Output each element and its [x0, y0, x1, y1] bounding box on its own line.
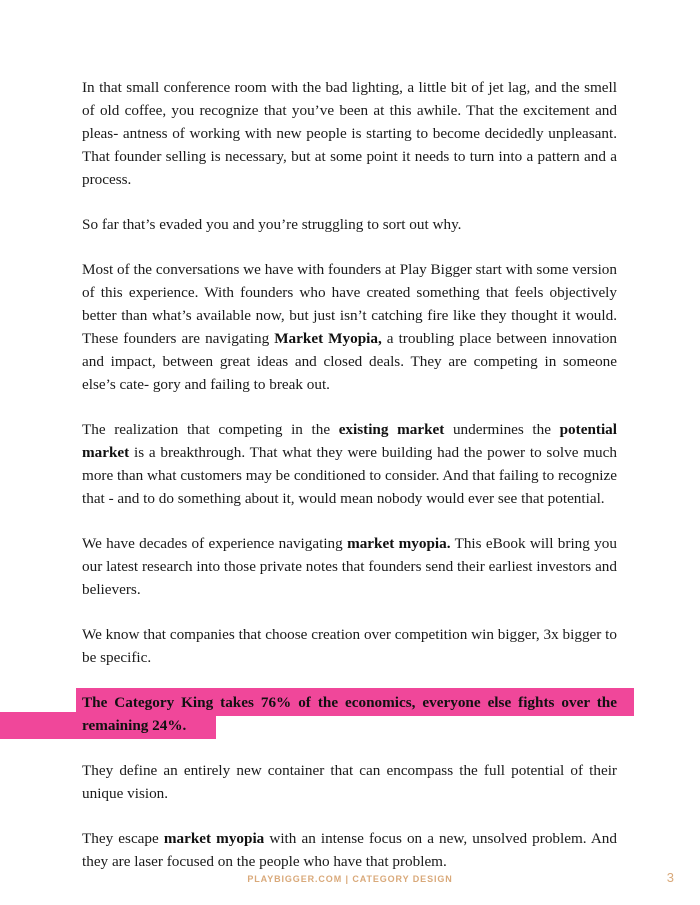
text-segment: is a breakthrough. That what they were building had the power to solve much more than what customers may be conditioned to consider. And that failing to recognize that - and to do something about it, would mean nobody would ever see that potential. — [82, 444, 617, 507]
bold-term-market-myopia-3: market myopia — [163, 830, 265, 847]
text-segment: with an intense focus on a new, unsolved problem. And they are laser focused on the people who have that problem. — [82, 830, 617, 870]
text-segment: This eBook will bring you our latest research into those private notes that founders send their earliest investors and believers. — [82, 535, 617, 598]
text-segment: We have decades of experience navigating — [82, 535, 348, 552]
bold-term-potential-market: potential market — [82, 421, 617, 461]
bold-term-market-myopia-2: market myopia. — [347, 535, 451, 552]
page-number: 3 — [666, 870, 674, 885]
bold-term-market-myopia: Market Myopia, — [274, 330, 382, 347]
paragraph-conference-room: In that small conference room with the bad lighting, a little bit of jet lag, and the smell of old coffee, you recognize that you’ve been at this awhile. That the excitement and pleas- antness of working with new people is starting to become decidedly unpleasant. That founder selling is necessary, but at some point it needs to turn into a pattern and a process. — [82, 79, 617, 188]
paragraph-creation: We know that companies that choose creation over competition win bigger, 3x bigger to be specific. — [82, 626, 617, 666]
paragraph-decades — [82, 532, 617, 601]
text-segment: The realization that competing in the — [82, 421, 339, 438]
paragraph-escape — [82, 827, 617, 873]
highlight-text: The Category King takes 76% of the economics, everyone else fights over the remaining 24%. — [82, 694, 617, 734]
category-king-callout — [82, 691, 617, 737]
paragraph-conversations — [82, 258, 617, 396]
text-segment: a troubling place between innovation and impact, between great ideas and closed deals. They are competing in someone else’s cate- gory and failing to break out. — [82, 330, 617, 393]
paragraph-realization — [82, 418, 617, 510]
text-segment: undermines the — [444, 421, 560, 438]
paragraph-evaded: So far that’s evaded you and you’re struggling to sort out why. — [82, 216, 462, 233]
footer-label: PLAYBIGGER.COM | CATEGORY DESIGN — [247, 874, 453, 884]
page-body — [82, 76, 617, 895]
paragraph-container: They define an entirely new container that can encompass the full potential of their unique vision. — [82, 762, 617, 802]
text-segment: They escape — [82, 830, 164, 847]
text-segment: Most of the conversations we have with founders at Play Bigger start with some version of this experience. With founders who have created something that feels objectively better than what’s available now, but just isn’t catching fire like they thought it would. These founders are navigating — [82, 261, 617, 347]
bold-term-existing-market: existing market — [338, 421, 445, 438]
